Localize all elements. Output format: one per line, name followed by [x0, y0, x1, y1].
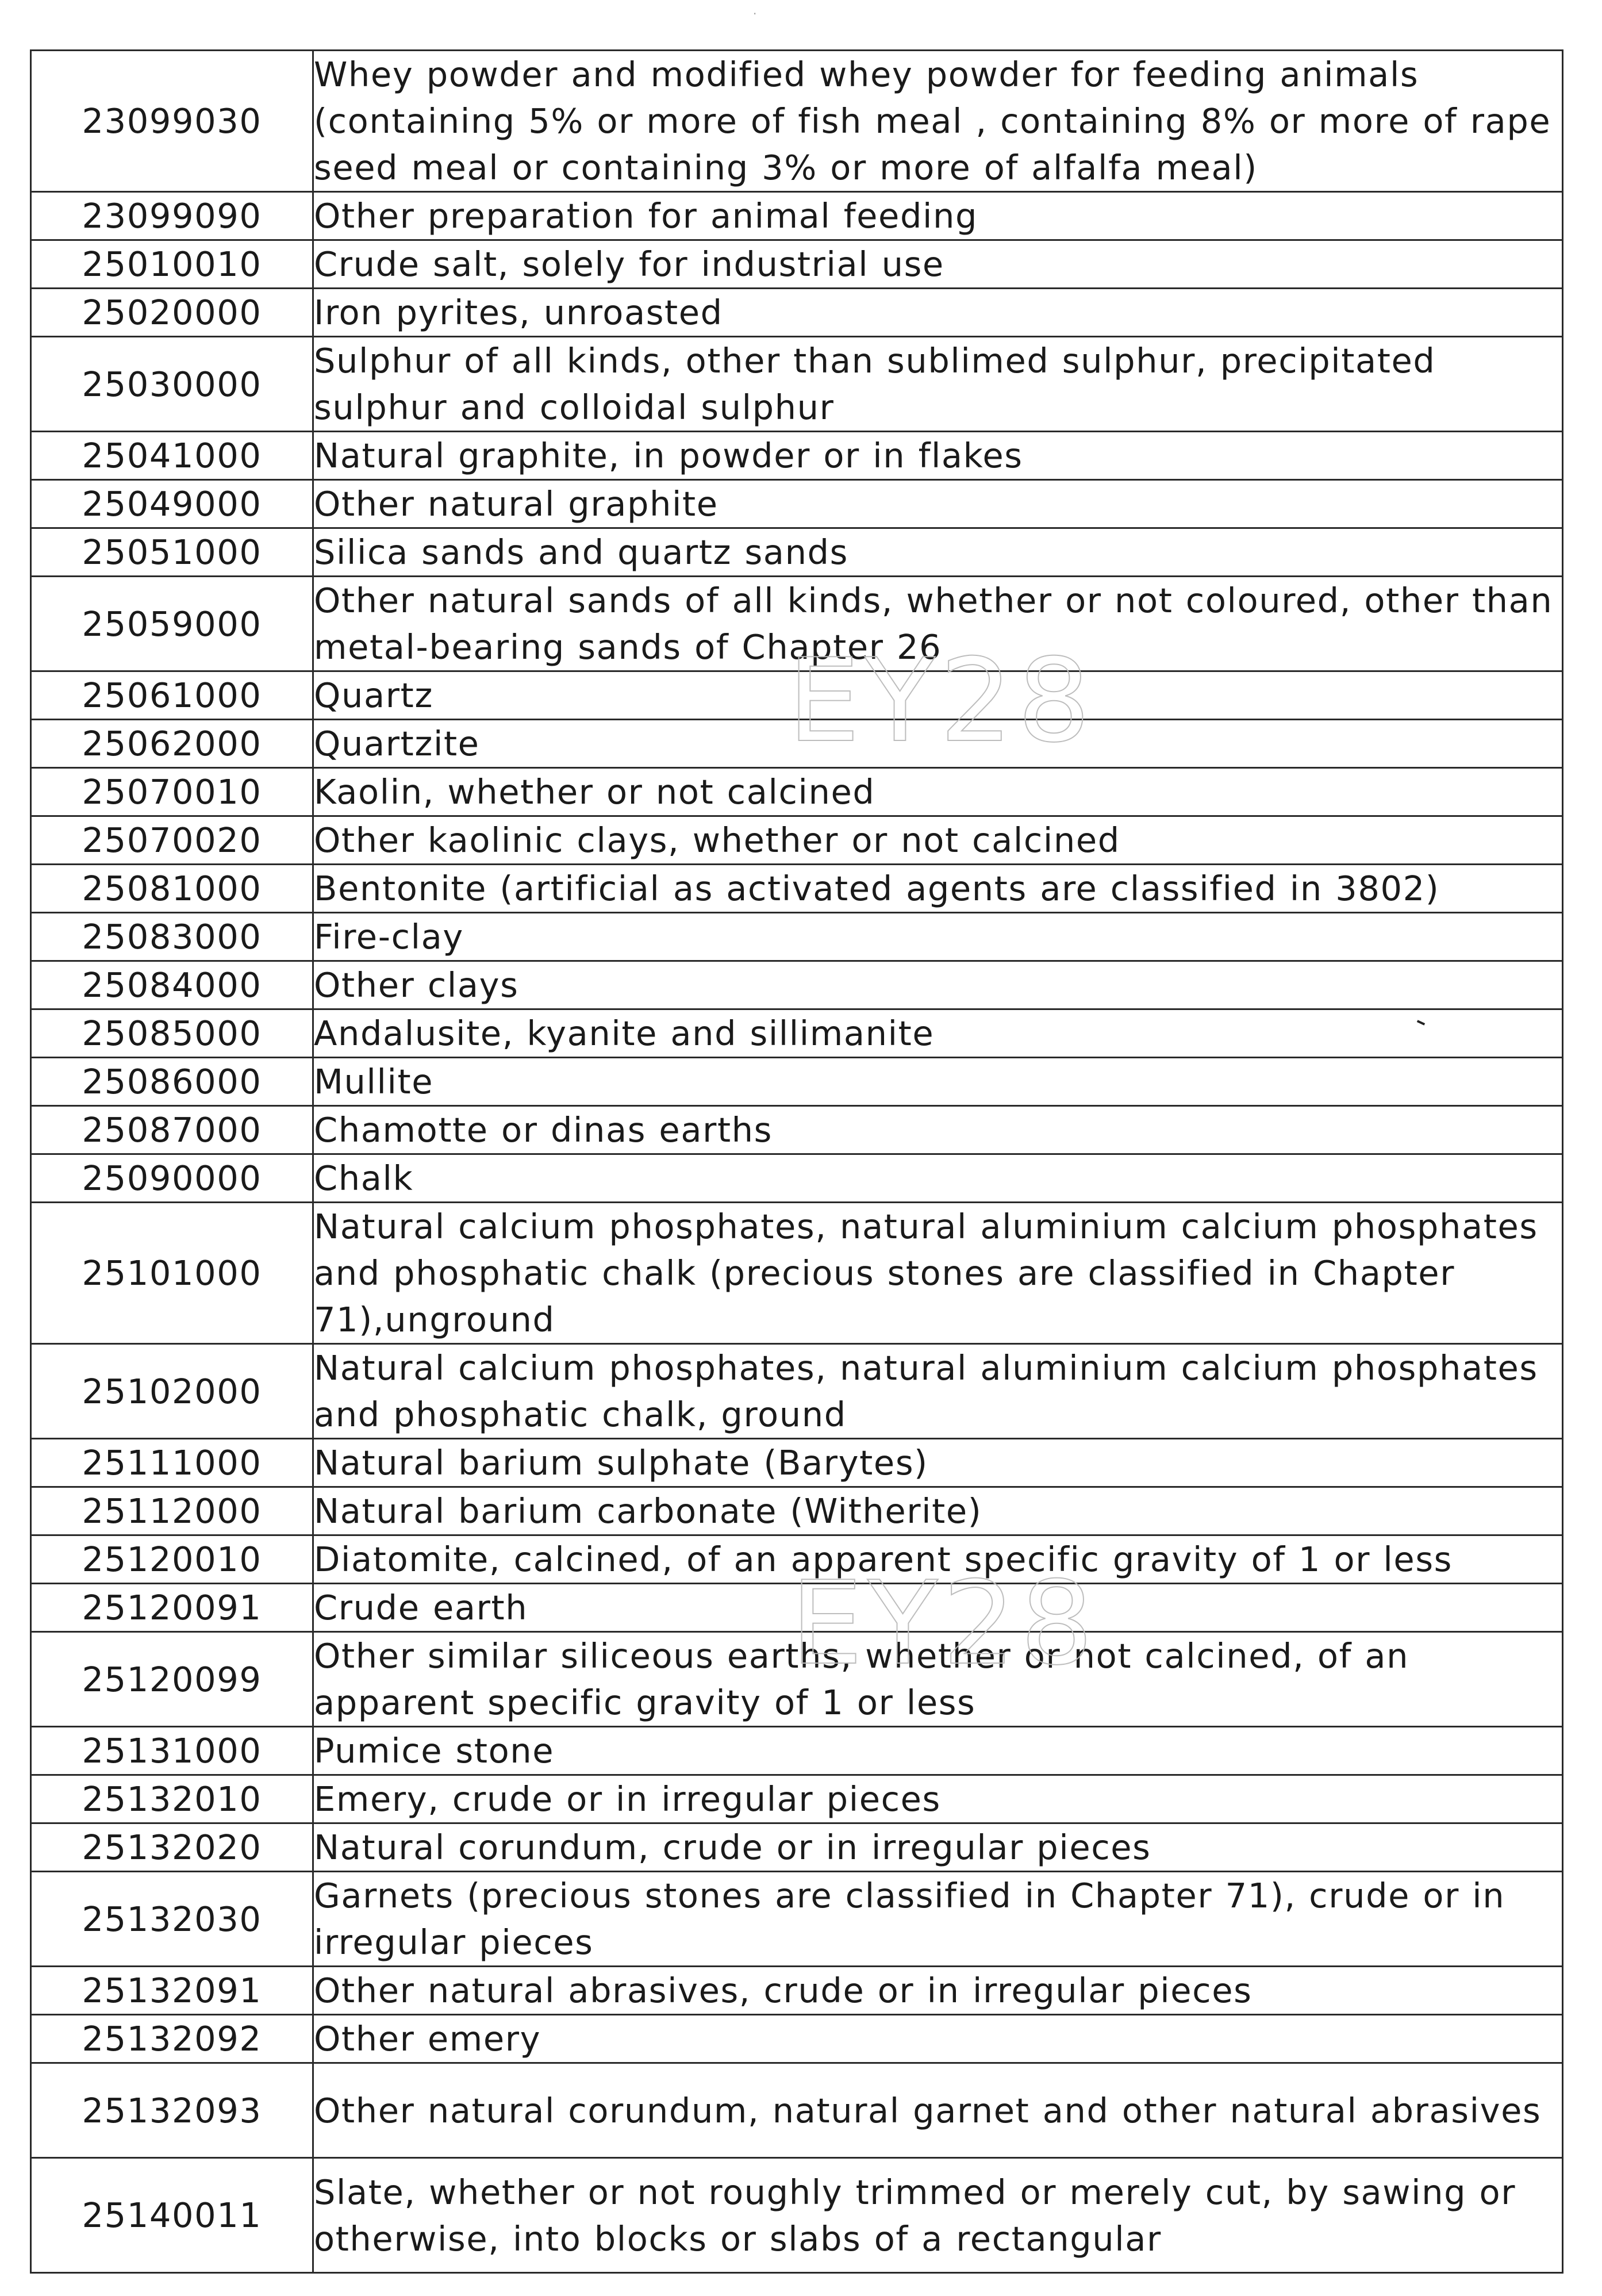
table-row	[31, 1058, 1563, 1106]
description-cell: Other natural graphite	[313, 480, 1563, 528]
description-cell: Andalusite, kyanite and sillimanite	[313, 1009, 1563, 1058]
table-row	[31, 1584, 1563, 1632]
description-cell: Natural calcium phosphates, natural aluminium calcium phosphates and phosphatic chalk (precious stones are classified in Chapter 71),unground	[313, 1203, 1563, 1344]
hs-code-cell: 25112000	[31, 1487, 313, 1535]
hs-code-cell: 25120010	[31, 1535, 313, 1584]
hs-code-cell: 25070010	[31, 768, 313, 816]
hs-code-cell: 25131000	[31, 1727, 313, 1775]
table-row	[31, 289, 1563, 337]
description-cell: Other emery	[313, 2015, 1563, 2063]
description-cell: Bentonite (artificial as activated agents are classified in 3802)	[313, 865, 1563, 913]
scan-speck: ·	[753, 7, 757, 21]
table-row	[31, 2015, 1563, 2063]
watermark-stamp: EY28	[790, 1557, 1098, 1691]
description-cell: Mullite	[313, 1058, 1563, 1106]
hs-code-cell: 25062000	[31, 720, 313, 768]
description-cell: Sulphur of all kinds, other than sublimed sulphur, precipitated sulphur and colloidal sulphur	[313, 337, 1563, 432]
description-cell: Other preparation for animal feeding	[313, 192, 1563, 240]
hs-code-cell: 25140011	[31, 2158, 313, 2273]
description-cell: Other clays	[313, 961, 1563, 1009]
hs-code-cell: 25081000	[31, 865, 313, 913]
hs-code-cell: 25132010	[31, 1775, 313, 1823]
table-row	[31, 192, 1563, 240]
description-cell: Fire-clay	[313, 913, 1563, 961]
description-cell: Other kaolinic clays, whether or not calcined	[313, 816, 1563, 865]
table-row	[31, 1775, 1563, 1823]
table-row	[31, 528, 1563, 577]
description-cell: Natural barium carbonate (Witherite)	[313, 1487, 1563, 1535]
table-row	[31, 720, 1563, 768]
table-row	[31, 480, 1563, 528]
hs-code-cell: 25030000	[31, 337, 313, 432]
description-cell: Chalk	[313, 1154, 1563, 1203]
hs-code-cell: 25083000	[31, 913, 313, 961]
hs-code-cell: 25070020	[31, 816, 313, 865]
description-cell: Crude earth	[313, 1584, 1563, 1632]
table-row	[31, 913, 1563, 961]
hs-code-cell: 25087000	[31, 1106, 313, 1154]
hs-code-cell: 25084000	[31, 961, 313, 1009]
table-row	[31, 1009, 1563, 1058]
description-cell: Other similar siliceous earths, whether or not calcined, of an apparent specific gravity of 1 or less	[313, 1632, 1563, 1727]
hs-code-cell: 25120091	[31, 1584, 313, 1632]
table-row	[31, 865, 1563, 913]
hs-code-cell: 25061000	[31, 671, 313, 720]
description-cell: Natural corundum, crude or in irregular pieces	[313, 1823, 1563, 1872]
table-row	[31, 1727, 1563, 1775]
description-cell: Chamotte or dinas earths	[313, 1106, 1563, 1154]
table-row	[31, 816, 1563, 865]
hs-code-cell: 25120099	[31, 1632, 313, 1727]
hs-code-cell: 25090000	[31, 1154, 313, 1203]
description-cell: Emery, crude or in irregular pieces	[313, 1775, 1563, 1823]
table-row	[31, 337, 1563, 432]
table-row	[31, 1823, 1563, 1872]
description-cell: Kaolin, whether or not calcined	[313, 768, 1563, 816]
table-row	[31, 1967, 1563, 2015]
hs-code-cell: 25132030	[31, 1872, 313, 1967]
description-cell: Iron pyrites, unroasted	[313, 289, 1563, 337]
hs-code-cell: 25049000	[31, 480, 313, 528]
hs-code-cell: 25101000	[31, 1203, 313, 1344]
table-row	[31, 1632, 1563, 1727]
hs-code-cell: 23099090	[31, 192, 313, 240]
hs-code-cell: 25051000	[31, 528, 313, 577]
table-row	[31, 1203, 1563, 1344]
description-cell: Natural graphite, in powder or in flakes	[313, 432, 1563, 480]
hs-code-cell: 23099030	[31, 51, 313, 192]
hs-code-cell: 25041000	[31, 432, 313, 480]
description-cell: Garnets (precious stones are classified in Chapter 71), crude or in irregular pieces	[313, 1872, 1563, 1967]
description-cell: Whey powder and modified whey powder for feeding animals (containing 5% or more of fish meal , containing 8% or more of rape seed meal or containing 3% or more of alfalfa meal)	[313, 51, 1563, 192]
description-cell: Quartz	[313, 671, 1563, 720]
table-row	[31, 2063, 1563, 2158]
description-cell: Pumice stone	[313, 1727, 1563, 1775]
hs-code-cell: 25132093	[31, 2063, 313, 2158]
table-row	[31, 1344, 1563, 1439]
hs-code-cell: 25020000	[31, 289, 313, 337]
table-row	[31, 768, 1563, 816]
description-cell: Silica sands and quartz sands	[313, 528, 1563, 577]
hs-code-cell: 25102000	[31, 1344, 313, 1439]
hs-code-cell: 25132020	[31, 1823, 313, 1872]
table-row	[31, 1535, 1563, 1584]
description-cell: Other natural corundum, natural garnet and other natural abrasives	[313, 2063, 1563, 2158]
hs-code-cell: 25010010	[31, 240, 313, 289]
table-row	[31, 432, 1563, 480]
description-cell: Slate, whether or not roughly trimmed or merely cut, by sawing or otherwise, into blocks or slabs of a rectangular	[313, 2158, 1563, 2273]
tariff-table	[30, 49, 1563, 2274]
description-cell: Natural calcium phosphates, natural aluminium calcium phosphates and phosphatic chalk, ground	[313, 1344, 1563, 1439]
table-row	[31, 1872, 1563, 1967]
table-row	[31, 1154, 1563, 1203]
watermark-stamp: EY28	[787, 634, 1096, 768]
description-cell: Crude salt, solely for industrial use	[313, 240, 1563, 289]
table-row	[31, 577, 1563, 671]
hs-code-cell: 25111000	[31, 1439, 313, 1487]
table-row	[31, 2158, 1563, 2273]
table-row	[31, 240, 1563, 289]
hs-code-cell: 25085000	[31, 1009, 313, 1058]
description-cell: Other natural abrasives, crude or in irregular pieces	[313, 1967, 1563, 2015]
table-row	[31, 961, 1563, 1009]
description-cell: Quartzite	[313, 720, 1563, 768]
hs-code-cell: 25086000	[31, 1058, 313, 1106]
table-row	[31, 671, 1563, 720]
hs-code-cell: 25132091	[31, 1967, 313, 2015]
description-cell: Diatomite, calcined, of an apparent specific gravity of 1 or less	[313, 1535, 1563, 1584]
table-row	[31, 1439, 1563, 1487]
table-row	[31, 1487, 1563, 1535]
hs-code-cell: 25132092	[31, 2015, 313, 2063]
description-cell: Other natural sands of all kinds, whether or not coloured, other than metal-bearing sands of Chapter 26	[313, 577, 1563, 671]
hs-code-cell: 25059000	[31, 577, 313, 671]
table-row	[31, 51, 1563, 192]
description-cell: Natural barium sulphate (Barytes)	[313, 1439, 1563, 1487]
table-row	[31, 1106, 1563, 1154]
